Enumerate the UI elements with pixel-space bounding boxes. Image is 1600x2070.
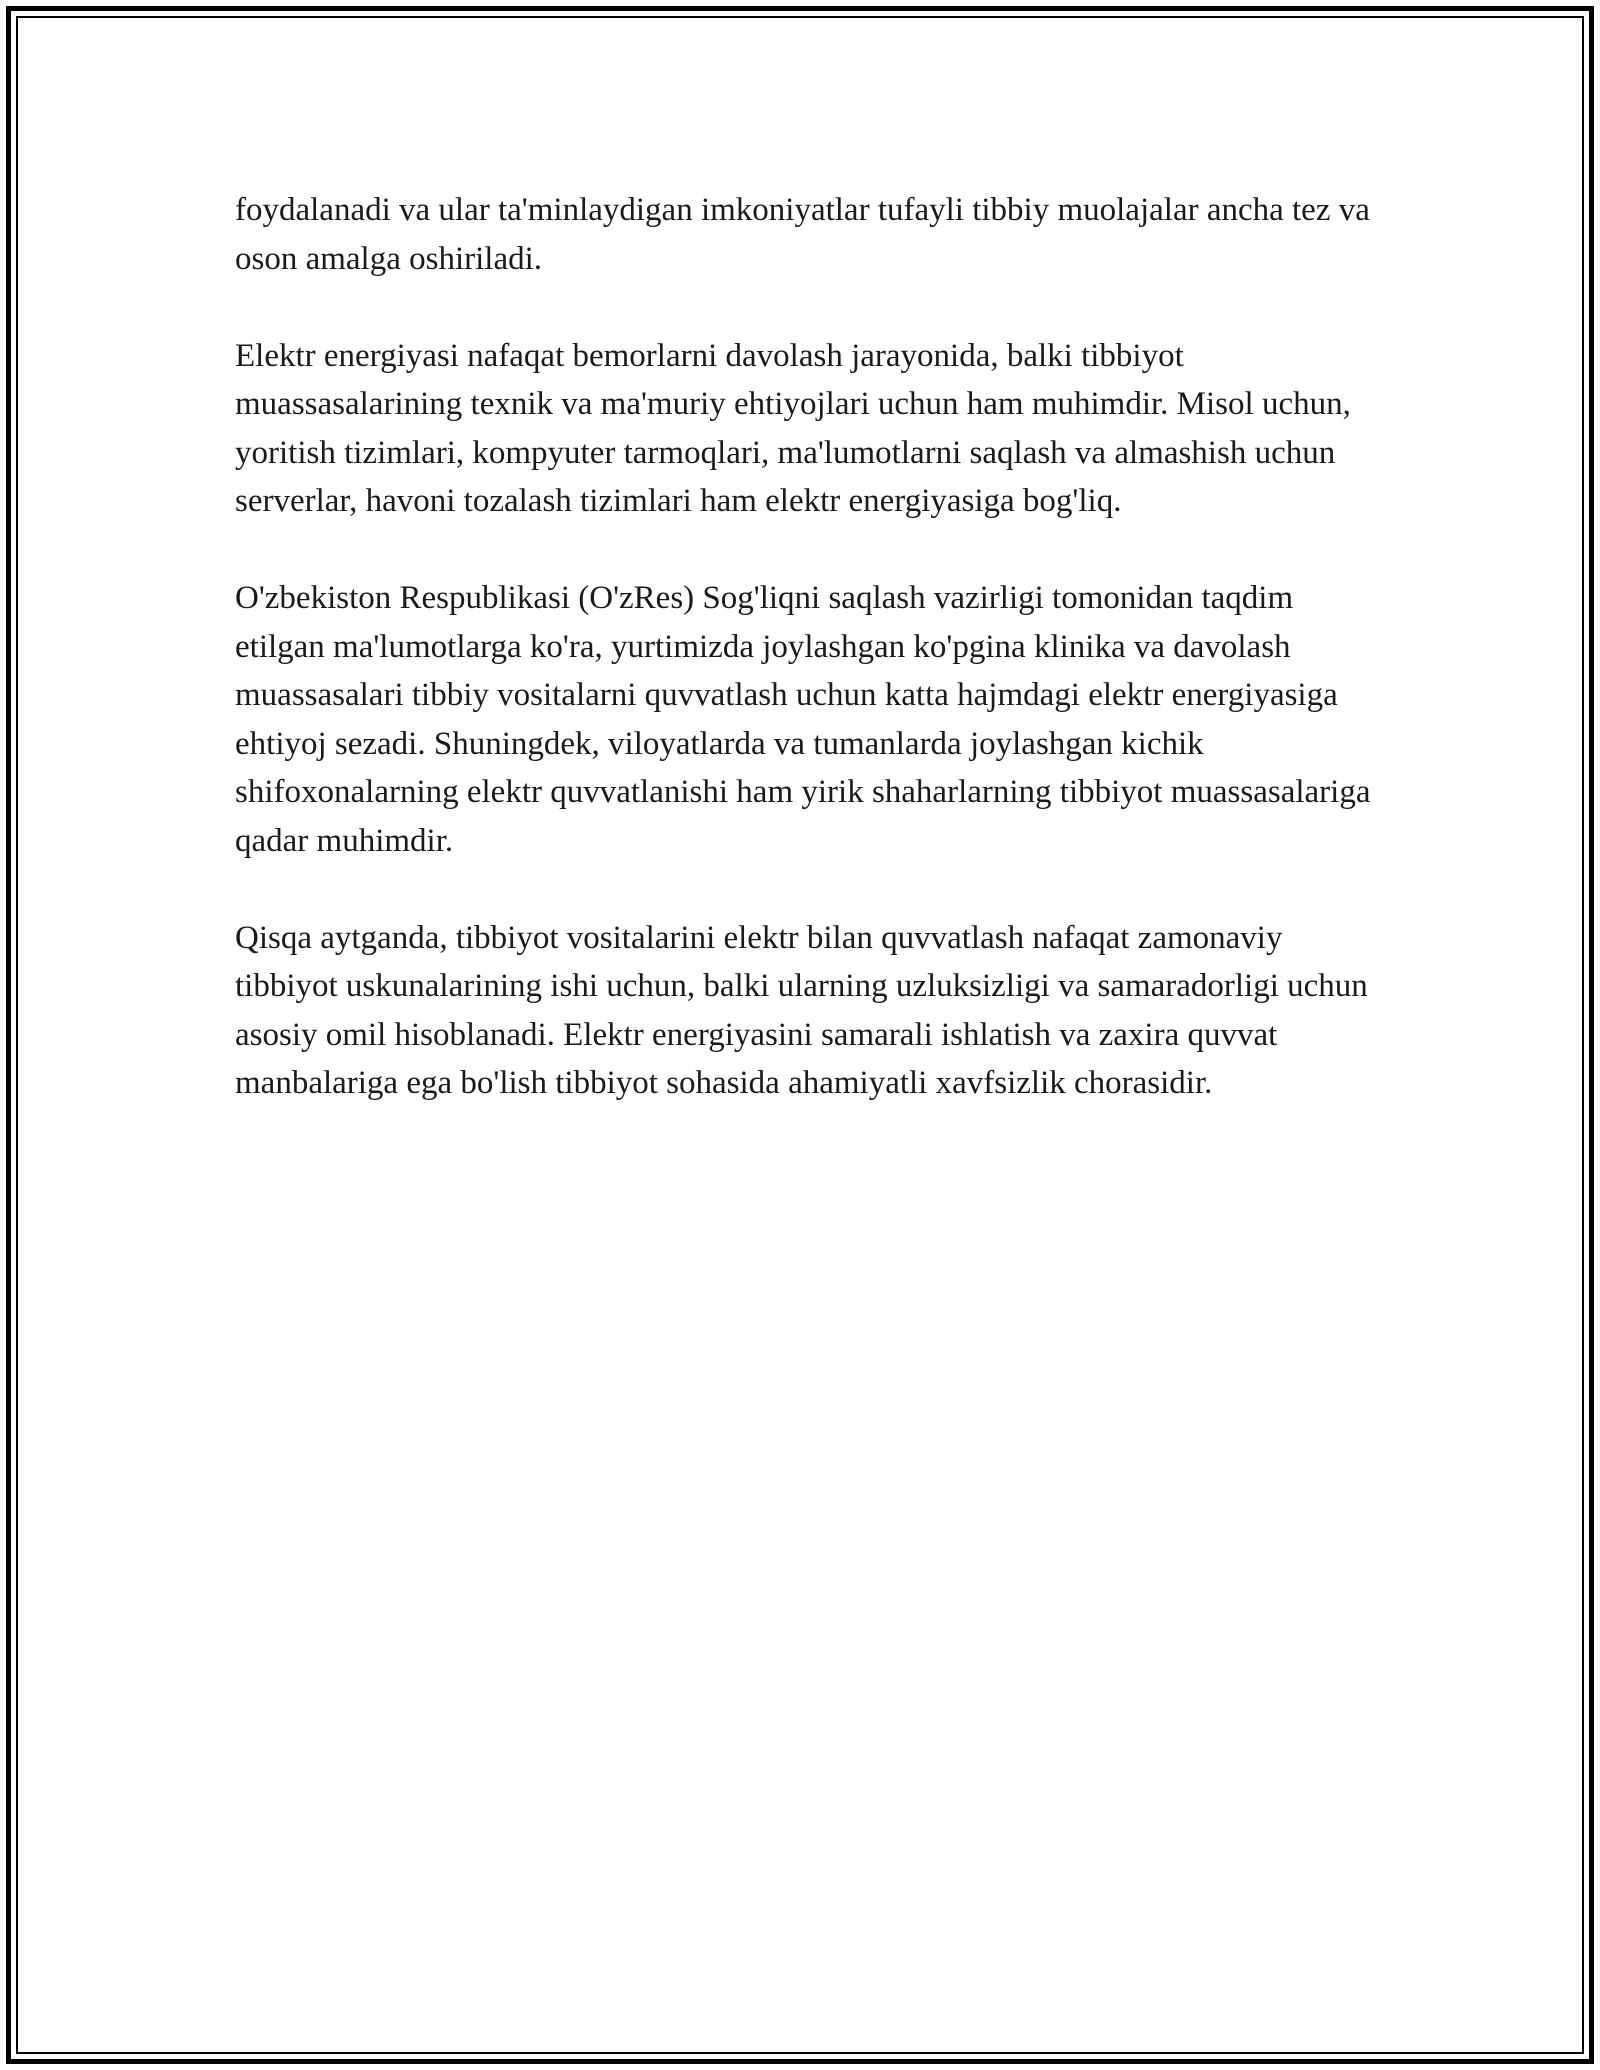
paragraph-1: foydalanadi va ular ta'minlaydigan imkoniyatlar tufayli tibbiy muolajalar ancha tez va oson amalga oshiriladi. [235,192,1370,277]
document-body [235,186,1385,1108]
paragraph-2: Elektr energiyasi nafaqat bemorlarni davolash jarayonida, balki tibbiyot muassasalarining texnik va ma'muriy ehtiyojlari uchun ham muhimdir. Misol uchun, yoritish tizimlari, kompyuter tarmoqlari, ma'lumotlarni saqlash va almashish uchun serverlar, havoni tozalash tizimlari ham elektr energiyasiga bog'liq. [235,337,1351,519]
paragraph-3: O'zbekiston Respublikasi (O'zRes) Sog'liqni saqlash vazirligi tomonidan taqdim etilgan ma'lumotlarga ko'ra, yurtimizda joylashgan ko'pgina klinika va davolash muassasalari tibbiy vositalarni quvvatlash uchun katta hajmdagi elektr energiyasiga ehtiyoj sezadi. Shuningdek, viloyatlarda va tumanlarda joylashgan kichik shifoxonalarning elektr quvvatlanishi ham yirik shaharlarning tibbiyot muassasalariga qadar muhimdir. [235,580,1371,859]
paragraph-4: Qisqa aytganda, tibbiyot vositalarini elektr bilan quvvatlash nafaqat zamonaviy tibbiyot uskunalarining ishi uchun, balki ularning uzluksizligi va samaradorligi uchun asosiy omil hisoblanadi. Elektr energiyasini samarali ishlatish va zaxira quvvat manbalariga ega bo'lish tibbiyot sohasida ahamiyatli xavfsizlik chorasidir. [235,919,1368,1101]
